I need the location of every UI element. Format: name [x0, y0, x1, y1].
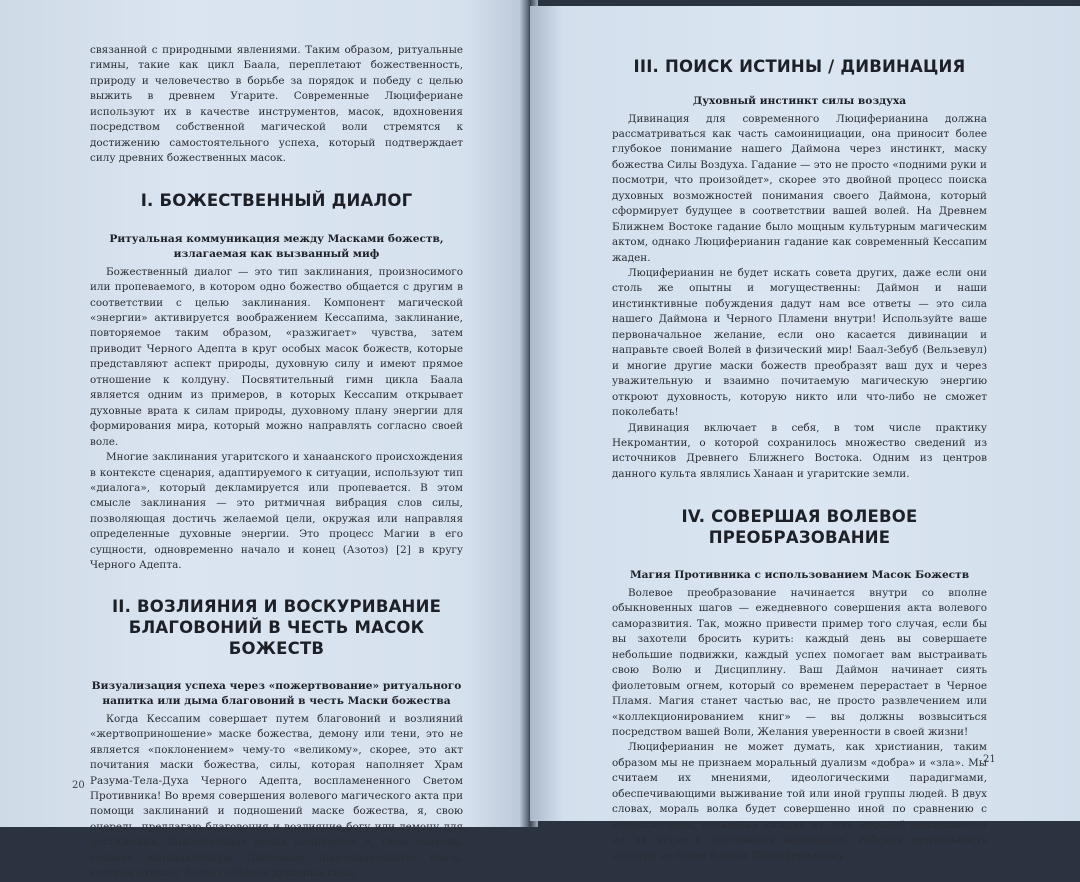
body-paragraph: Многие заклинания угаритского и ханаанского происхождения в контексте сценария, адаптируемого к ситуации, используют тип «диалога», который декламируется или пропевается. В этом смысле заклинания — это ритмичная вибрация слов силы, позволяющая достичь желаемой цели, окружая или направляя определенные духовные энергии. Это процесс Магии в его сущности, одновременно начало и конец (Азотоз) [2] в кругу Черного Адепта.: [90, 451, 463, 572]
body-paragraph: Дивинация для современного Люциферианина должна рассматриваться как часть самоинициации, она приносит более глубокое понимание нашего Даймона через инстинкт, маску божества Силы Воздуха. Гадание — это не просто «подними руки и посмотри, что произойдет», скорее это двойной процесс поиска духовных возможностей понимания своего Даймона, который сформирует будущее в соответствии вашей волей. На Древнем Ближнем Востоке гадание было мощным культурным магическим актом, однако Люциферианин гадание как современный Кессапим жаден.: [612, 112, 987, 264]
section-subheading-adversary-magic: Магия Противника с использованием Масок Божеств: [629, 569, 970, 582]
body-paragraph: Дивинация включает в себя, в том числе практику Некромантии, о которой сохранилось множество сведений из источников Древнего Ближнего Востока. Одним из центров данного культа являлись Ханаан и угаритские земли.: [612, 421, 987, 480]
intro-paragraph: связанной с природными явлениями. Таким образом, ритуальные гимны, такие как цикл Баала, переплетают божественность, природу и человечество в борьбе за порядок и победу с целью выжить в древнем Угарите. Современные Люциферианe используют их в качестве инструментов, масок, вдохновения посредством собственной магической воли стремятся к достижению самостоятельного успеха, который подтверждает силу древних божественных масок.: [90, 44, 463, 165]
page-number-right: 21: [983, 754, 996, 765]
section-heading-libations: II. ВОЗЛИЯНИЯ И ВОСКУРИВАНИЕ БЛАГОВОНИЙ В ЧЕСТЬ МАСОК БОЖЕСТВ: [111, 596, 442, 658]
body-paragraph: Волевое преобразование начинается внутри со вполне обыкновенных шагов — ежедневного совершения акта волевого саморазвития. Так, можно привести пример того случая, если бы вы захотели бросить курить: каждый день вы совершаете небольшие подвижки, каждый успех помогает вам выстраивать свою Волю и Дисциплину. Ваш Даймон начинает сиять фиолетовым огнем, который со временем перерастает в Черное Пламя. Магия станет частью вас, не просто развлечением или «коллекционированием книг» — вы должны возвыситься посредством вашей Воли, Желания уверенности в своей жизни!: [612, 586, 987, 738]
right-page: [530, 6, 1080, 862]
section-heading-divination: III. ПОИСК ИСТИНЫ / ДИВИНАЦИЯ: [633, 57, 966, 76]
body-paragraph: Люциферианин не может думать, как христианин, таким образом мы не признаем моральный дуализм «добра» и «зла». Мы считаем их мнениями, идеологическими парадигмами, обеспечивающими выживание той или иной группы людей. В двух словах, мораль волка будет совершенно иной по сравнению с моралью овцы, поскольку каждая из этих моралей основывается на их чутье и инстинктах выживания. Рабская ментальность никогда не будет близка Люциферианину.: [612, 741, 987, 862]
body-paragraph: Когда Кессапим совершает путем благовоний и возлияний «жертвоприношение» маске божества, демону или тени, это не является «поклонением» чему-то «великому», скорее, это акт почитания маски божества, силы, которая наполняет Храм Разума-Тела-Духа Черного Адепта, воспламененного Светом Противника! Во время совершения волевого магического акта при помощи заклинаний и подношений маске божества, я, свою очередь, предлагаю благовония и возлияние богу или демону для достижения. Божественная маска почитается и, свою очередь, создает вдохновленную Даймоном подсознательную связь, которая откроет более глубокие духовные силы.: [90, 712, 463, 880]
section-heading-transformation: IV. СОВЕРШАЯ ВОЛЕВОЕ ПРЕОБРАЗОВАНИЕ: [681, 507, 918, 548]
section-subheading-air-instinct: Духовный инстинкт силы воздуха: [692, 95, 907, 107]
section-subheading-ritual-communication: Ритуальная коммуникация между Масками божеств, излагаемая как вызванный миф: [109, 232, 444, 261]
page-number-left: 20: [72, 780, 85, 791]
left-page-column: [90, 43, 463, 882]
right-page-column: [612, 56, 987, 864]
body-paragraph: Люциферианин не будет искать совета других, даже если они столь же опытны и могущественны: Даймон и наши инстинктивные побуждения дадут нам все ответы — это сила нашего Даймона и Черного Пламени внутри! Используйте ваше первоначальное желание, если оно касается дивинации и направьте своей Волей в физический мир! Баал-Зебуб (Вельзевул) и многие другие маски божеств преобразят ваш дух и через уважительную и взаимно почитаемую магическую энергию откроют духовность, которую никто или что-либо не сможет поколебать!: [612, 267, 987, 419]
body-paragraph: Божественный диалог — это тип заклинания, произносимого или пропеваемого, в котором одно божество общается с другим в соответствии с целью заклинания. Компонент магической «энергии» активируется воображением Кессапима, заклинание, повторяемое таким образом, «разжигает» чувства, затем приводит Черного Адепта в круг особых масок божеств, которые представляют аспект природы, духовную силу и имеют прямое отношение к колдуну. Посвятительный гимн цикла Баала является одним из примеров, в которых Кессапим открывает духовные врата к силам природы, духовному плану энергии для формирования мира, который можно направлять согласно своей воле.: [90, 265, 463, 448]
left-page: [0, 0, 528, 880]
section-heading-divine-dialogue: I. БОЖЕСТВЕННЫЙ ДИАЛОГ: [140, 190, 413, 210]
section-subheading-visualization: Визуализация успеха через «пожертвование» ритуального напитка или дыма благовоний в честь Маски божества: [91, 679, 462, 708]
